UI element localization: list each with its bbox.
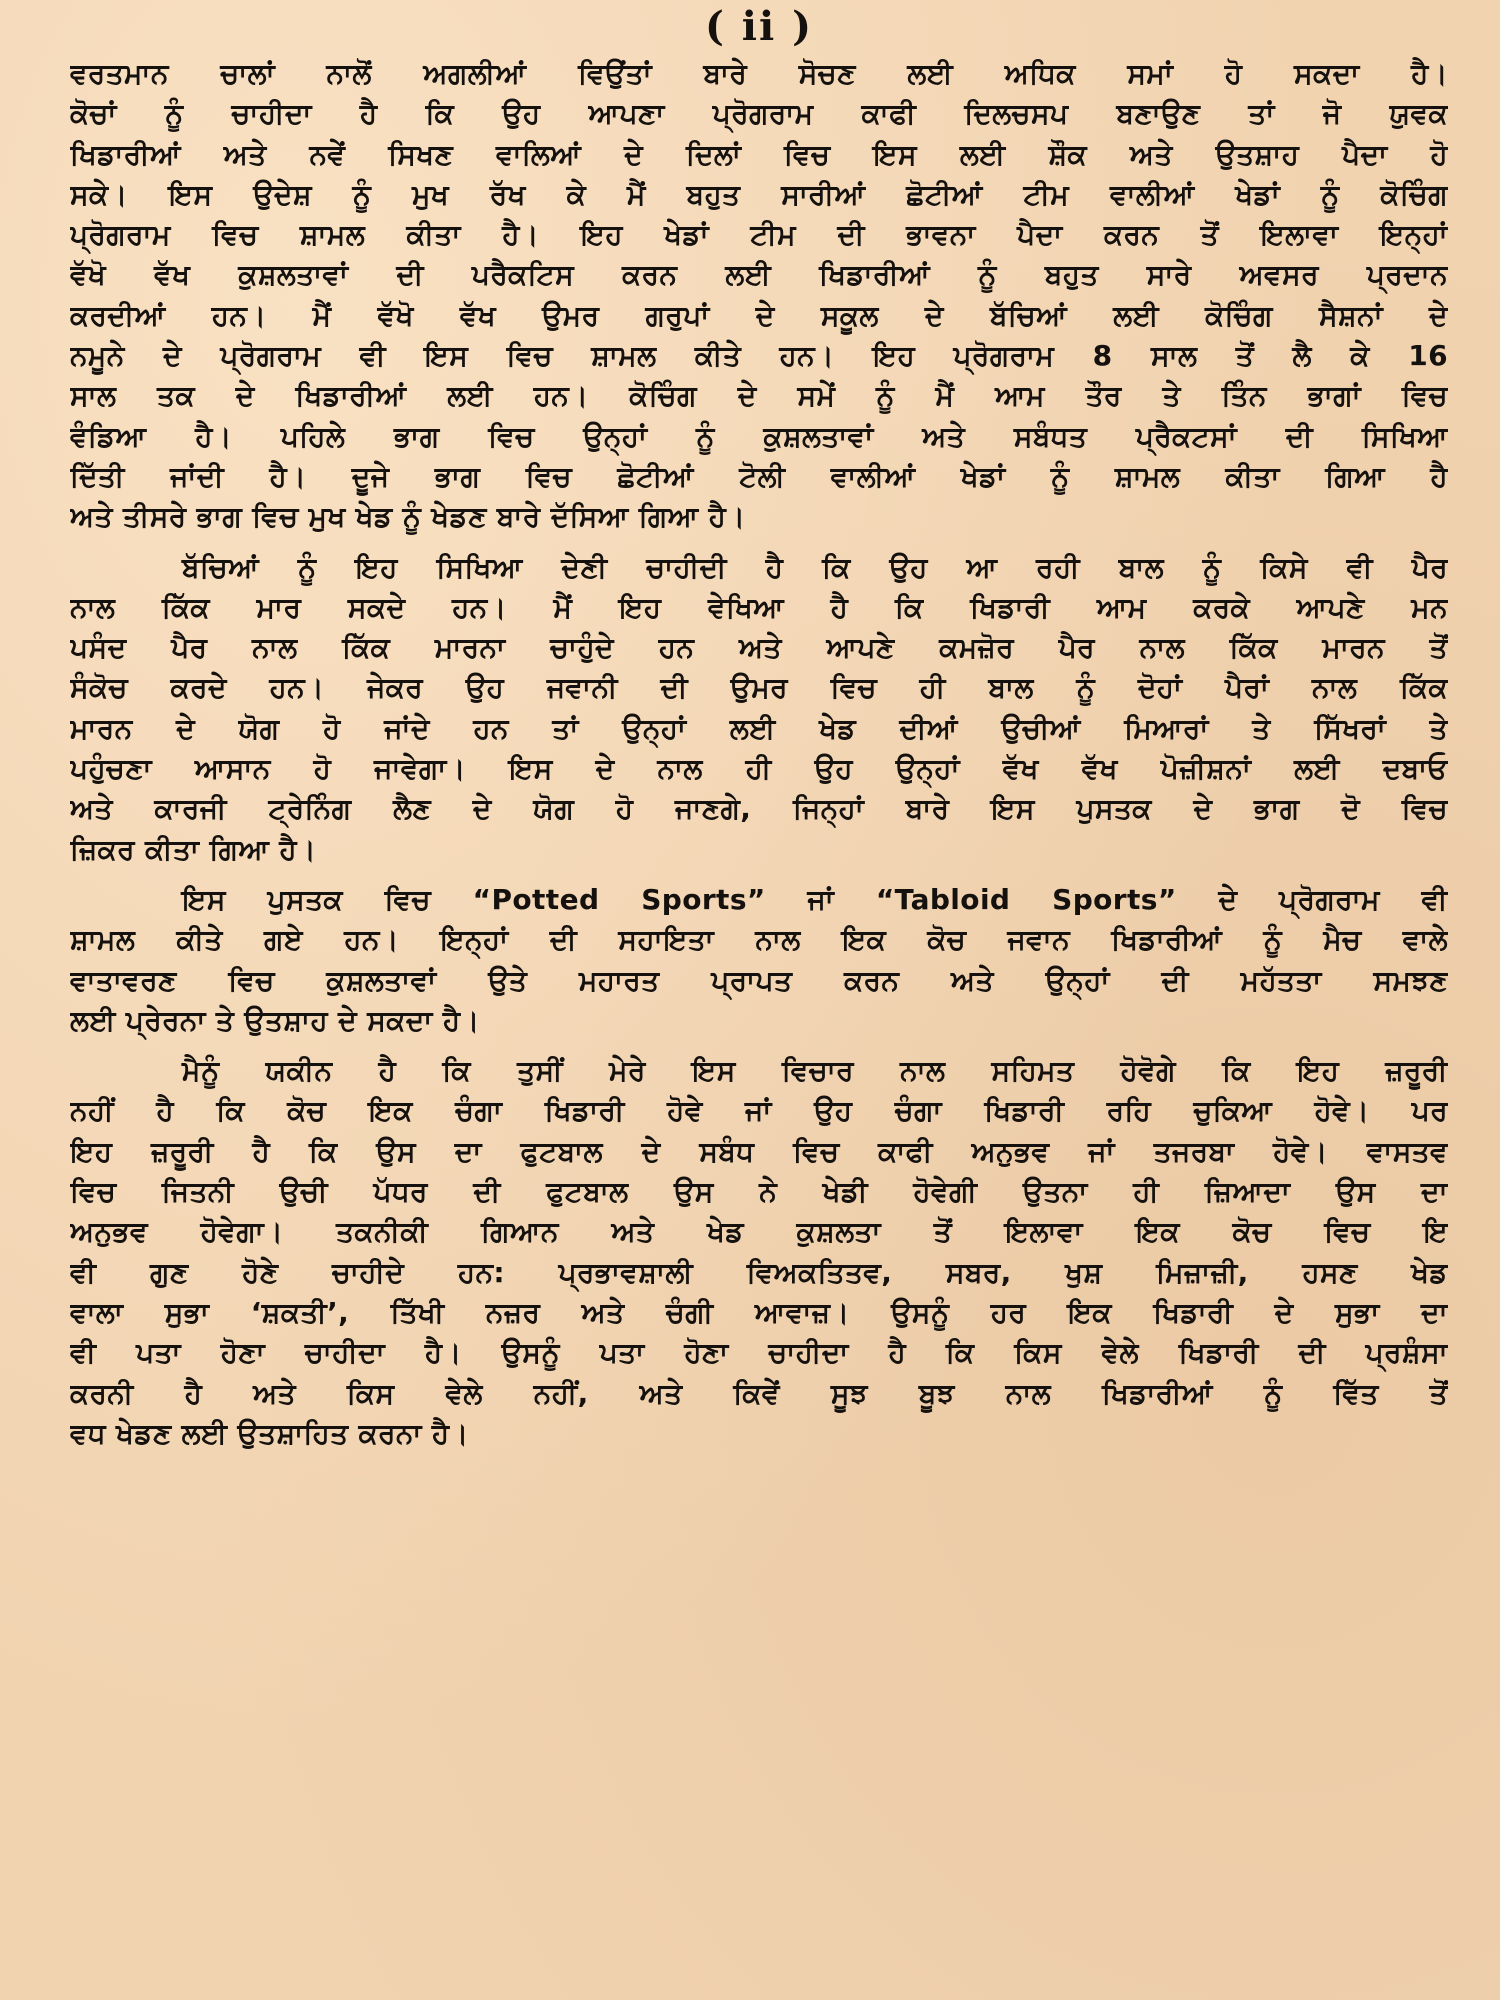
body-text — [70, 54, 1448, 1454]
page-number: ( ii ) — [704, 3, 814, 50]
text-line: ਕਰਦੀਆਂ ਹਨ। ਮੈਂ ਵੱਖੋ ਵੱਖ ਉਮਰ ਗਰੁਪਾਂ ਦੇ ਸਕੂਲ ਦੇ ਬੱਚਿਆਂ ਲਈ ਕੋਚਿੰਗ ਸੈਸ਼ਨਾਂ ਦੇ — [70, 298, 1448, 332]
paragraph — [70, 880, 1448, 1041]
paragraph — [70, 548, 1448, 870]
text-line: ਅਤੇ ਤੀਸਰੇ ਭਾਗ ਵਿਚ ਮੁਖ ਖੇਡ ਨੂੰ ਖੇਡਣ ਬਾਰੇ ਦੱਸਿਆ ਗਿਆ ਹੈ। — [70, 500, 746, 534]
paragraph — [70, 1051, 1448, 1454]
text-line: ਵਿਚ ਜਿਤਨੀ ਉਚੀ ਪੱਧਰ ਦੀ ਫੁਟਬਾਲ ਉਸ ਨੇ ਖੇਡੀ ਹੋਵੇਗੀ ਉਤਨਾ ਹੀ ਜ਼ਿਆਦਾ ਉਸ ਦਾ — [70, 1175, 1448, 1209]
text-line: ਪਸੰਦ ਪੈਰ ਨਾਲ ਕਿੱਕ ਮਾਰਨਾ ਚਾਹੁੰਦੇ ਹਨ ਅਤੇ ਆਪਣੇ ਕਮਜ਼ੋਰ ਪੈਰ ਨਾਲ ਕਿੱਕ ਮਾਰਨ ਤੋਂ — [70, 631, 1448, 665]
text-line: ਕਰਨੀ ਹੈ ਅਤੇ ਕਿਸ ਵੇਲੇ ਨਹੀਂ, ਅਤੇ ਕਿਵੇਂ ਸੂਝ ਬੂਝ ਨਾਲ ਖਿਡਾਰੀਆਂ ਨੂੰ ਵਿੱਤ ਤੋਂ — [70, 1376, 1448, 1410]
text-line: ਖਿਡਾਰੀਆਂ ਅਤੇ ਨਵੇਂ ਸਿਖਣ ਵਾਲਿਆਂ ਦੇ ਦਿਲਾਂ ਵਿਚ ਇਸ ਲਈ ਸ਼ੌਕ ਅਤੇ ਉਤਸ਼ਾਹ ਪੈਦਾ ਹੋ — [70, 137, 1448, 171]
text-line: ਕੋਚਾਂ ਨੂੰ ਚਾਹੀਦਾ ਹੈ ਕਿ ਉਹ ਆਪਣਾ ਪ੍ਰੋਗਰਾਮ ਕਾਫੀ ਦਿਲਚਸਪ ਬਣਾਉਣ ਤਾਂ ਜੋ ਯੁਵਕ — [70, 97, 1448, 131]
text-line: ਸੰਕੋਚ ਕਰਦੇ ਹਨ। ਜੇਕਰ ਉਹ ਜਵਾਨੀ ਦੀ ਉਮਰ ਵਿਚ ਹੀ ਬਾਲ ਨੂੰ ਦੋਹਾਂ ਪੈਰਾਂ ਨਾਲ ਕਿੱਕ — [70, 671, 1448, 705]
text-line: ਮਾਰਨ ਦੇ ਯੋਗ ਹੋ ਜਾਂਦੇ ਹਨ ਤਾਂ ਉਨ੍ਹਾਂ ਲਈ ਖੇਡ ਦੀਆਂ ਉਚੀਆਂ ਮਿਆਰਾਂ ਤੇ ਸਿੱਖਰਾਂ ਤੇ — [70, 711, 1448, 745]
text-line: ਵਧ ਖੇਡਣ ਲਈ ਉਤਸ਼ਾਹਿਤ ਕਰਨਾ ਹੈ। — [70, 1416, 469, 1450]
text-line: ਨਾਲ ਕਿੱਕ ਮਾਰ ਸਕਦੇ ਹਨ। ਮੈਂ ਇਹ ਵੇਖਿਆ ਹੈ ਕਿ ਖਿਡਾਰੀ ਆਮ ਕਰਕੇ ਆਪਣੇ ਮਨ — [70, 590, 1448, 624]
text-line: ਸ਼ਾਮਲ ਕੀਤੇ ਗਏ ਹਨ। ਇਨ੍ਹਾਂ ਦੀ ਸਹਾਇਤਾ ਨਾਲ ਇਕ ਕੋਚ ਜਵਾਨ ਖਿਡਾਰੀਆਂ ਨੂੰ ਮੈਚ ਵਾਲੇ — [70, 923, 1448, 957]
text-line: ਵਾਲਾ ਸੁਭਾ ‘ਸ਼ਕਤੀ’, ਤਿੱਖੀ ਨਜ਼ਰ ਅਤੇ ਚੰਗੀ ਆਵਾਜ਼। ਉਸਨੂੰ ਹਰ ਇਕ ਖਿਡਾਰੀ ਦੇ ਸੁਭਾ ਦਾ — [70, 1295, 1448, 1329]
text-line: ਵੱਖੋ ਵੱਖ ਕੁਸ਼ਲਤਾਵਾਂ ਦੀ ਪਰੈਕਟਿਸ ਕਰਨ ਲਈ ਖਿਡਾਰੀਆਂ ਨੂੰ ਬਹੁਤ ਸਾਰੇ ਅਵਸਰ ਪ੍ਰਦਾਨ — [70, 258, 1448, 292]
text-line: ਸਕੇ। ਇਸ ਉਦੇਸ਼ ਨੂੰ ਮੁਖ ਰੱਖ ਕੇ ਮੈਂ ਬਹੁਤ ਸਾਰੀਆਂ ਛੋਟੀਆਂ ਟੀਮ ਵਾਲੀਆਂ ਖੇਡਾਂ ਨੂੰ ਕੋਚਿੰਗ — [70, 177, 1448, 211]
text-line: ਪ੍ਰੋਗਰਾਮ ਵਿਚ ਸ਼ਾਮਲ ਕੀਤਾ ਹੈ। ਇਹ ਖੇਡਾਂ ਟੀਮ ਦੀ ਭਾਵਨਾ ਪੈਦਾ ਕਰਨ ਤੋਂ ਇਲਾਵਾ ਇਨ੍ਹਾਂ — [70, 218, 1448, 252]
text-line: ਅਨੁਭਵ ਹੋਵੇਗਾ। ਤਕਨੀਕੀ ਗਿਆਨ ਅਤੇ ਖੇਡ ਕੁਸ਼ਲਤਾ ਤੋਂ ਇਲਾਵਾ ਇਕ ਕੋਚ ਵਿਚ ਇ — [70, 1215, 1448, 1249]
text-line: ਵੀ ਗੁਣ ਹੋਣੇ ਚਾਹੀਦੇ ਹਨ: ਪ੍ਰਭਾਵਸ਼ਾਲੀ ਵਿਅਕਤਿਤਵ, ਸਬਰ, ਖੁਸ਼ ਮਿਜ਼ਾਜ਼ੀ, ਹਸਣ ਖੇਡ — [70, 1255, 1448, 1289]
text-line: ਵਰਤਮਾਨ ਚਾਲਾਂ ਨਾਲੋਂ ਅਗਲੀਆਂ ਵਿਉਂਤਾਂ ਬਾਰੇ ਸੋਚਣ ਲਈ ਅਧਿਕ ਸਮਾਂ ਹੋ ਸਕਦਾ ਹੈ। — [70, 57, 1448, 90]
text-line: ਬੱਚਿਆਂ ਨੂੰ ਇਹ ਸਿਖਿਆ ਦੇਣੀ ਚਾਹੀਦੀ ਹੈ ਕਿ ਉਹ ਆ ਰਹੀ ਬਾਲ ਨੂੰ ਕਿਸੇ ਵੀ ਪੈਰ — [182, 550, 1448, 584]
text-line: ਸਾਲ ਤਕ ਦੇ ਖਿਡਾਰੀਆਂ ਲਈ ਹਨ। ਕੋਚਿੰਗ ਦੇ ਸਮੇਂ ਨੂੰ ਮੈਂ ਆਮ ਤੌਰ ਤੇ ਤਿੰਨ ਭਾਗਾਂ ਵਿਚ — [70, 379, 1448, 413]
text-line: ਵੀ ਪਤਾ ਹੋਣਾ ਚਾਹੀਦਾ ਹੈ। ਉਸਨੂੰ ਪਤਾ ਹੋਣਾ ਚਾਹੀਦਾ ਹੈ ਕਿ ਕਿਸ ਵੇਲੇ ਖਿਡਾਰੀ ਦੀ ਪ੍ਰਸ਼ੰਸਾ — [70, 1336, 1448, 1370]
text-line: ਇਹ ਜ਼ਰੂਰੀ ਹੈ ਕਿ ਉਸ ਦਾ ਫੁਟਬਾਲ ਦੇ ਸਬੰਧ ਵਿਚ ਕਾਫੀ ਅਨੁਭਵ ਜਾਂ ਤਜਰਬਾ ਹੋਵੇ। ਵਾਸਤਵ — [70, 1134, 1448, 1168]
text-line: ਨਹੀਂ ਹੈ ਕਿ ਕੋਚ ਇਕ ਚੰਗਾ ਖਿਡਾਰੀ ਹੋਵੇ ਜਾਂ ਉਹ ਚੰਗਾ ਖਿਡਾਰੀ ਰਹਿ ਚੁਕਿਆ ਹੋਵੇ। ਪਰ — [70, 1094, 1448, 1128]
text-line: ਇਸ ਪੁਸਤਕ ਵਿਚ “Potted Sports” ਜਾਂ “Tabloid Sports” ਦੇ ਪ੍ਰੋਗਰਾਮ ਵੀ — [182, 882, 1448, 916]
text-line: ਪਹੁੰਚਣਾ ਆਸਾਨ ਹੋ ਜਾਵੇਗਾ। ਇਸ ਦੇ ਨਾਲ ਹੀ ਉਹ ਉਨ੍ਹਾਂ ਵੱਖ ਵੱਖ ਪੋਜ਼ੀਸ਼ਨਾਂ ਲਈ ਦਬਾਓ — [70, 752, 1448, 786]
text-line: ਮੈਨੂੰ ਯਕੀਨ ਹੈ ਕਿ ਤੁਸੀਂ ਮੇਰੇ ਇਸ ਵਿਚਾਰ ਨਾਲ ਸਹਿਮਤ ਹੋਵੋਗੇ ਕਿ ਇਹ ਜ਼ਰੂਰੀ — [182, 1054, 1448, 1088]
text-line: ਨਮੂਨੇ ਦੇ ਪ੍ਰੋਗਰਾਮ ਵੀ ਇਸ ਵਿਚ ਸ਼ਾਮਲ ਕੀਤੇ ਹਨ। ਇਹ ਪ੍ਰੋਗਰਾਮ 8 ਸਾਲ ਤੋਂ ਲੈ ਕੇ 16 — [70, 339, 1448, 373]
text-line: ਵੰਡਿਆ ਹੈ। ਪਹਿਲੇ ਭਾਗ ਵਿਚ ਉਨ੍ਹਾਂ ਨੂੰ ਕੁਸ਼ਲਤਾਵਾਂ ਅਤੇ ਸਬੰਧਤ ਪ੍ਰੈਕਟਸਾਂ ਦੀ ਸਿਖਿਆ — [70, 419, 1448, 453]
text-line: ਵਾਤਾਵਰਣ ਵਿਚ ਕੁਸ਼ਲਤਾਵਾਂ ਉਤੇ ਮਹਾਰਤ ਪ੍ਰਾਪਤ ਕਰਨ ਅਤੇ ਉਨ੍ਹਾਂ ਦੀ ਮਹੱਤਤਾ ਸਮਝਣ — [70, 963, 1448, 997]
text-line: ਜ਼ਿਕਰ ਕੀਤਾ ਗਿਆ ਹੈ। — [70, 832, 317, 866]
text-line: ਦਿੱਤੀ ਜਾਂਦੀ ਹੈ। ਦੂਜੇ ਭਾਗ ਵਿਚ ਛੋਟੀਆਂ ਟੋਲੀ ਵਾਲੀਆਂ ਖੇਡਾਂ ਨੂੰ ਸ਼ਾਮਲ ਕੀਤਾ ਗਿਆ ਹੈ — [70, 459, 1448, 493]
text-line: ਅਤੇ ਕਾਰਜੀ ਟ੍ਰੇਨਿੰਗ ਲੈਣ ਦੇ ਯੋਗ ਹੋ ਜਾਣਗੇ, ਜਿਨ੍ਹਾਂ ਬਾਰੇ ਇਸ ਪੁਸਤਕ ਦੇ ਭਾਗ ਦੋ ਵਿਚ — [70, 792, 1448, 826]
text-line: ਲਈ ਪ੍ਰੇਰਨਾ ਤੇ ਉਤਸ਼ਾਹ ਦੇ ਸਕਦਾ ਹੈ। — [70, 1003, 480, 1037]
paragraph — [70, 54, 1448, 538]
